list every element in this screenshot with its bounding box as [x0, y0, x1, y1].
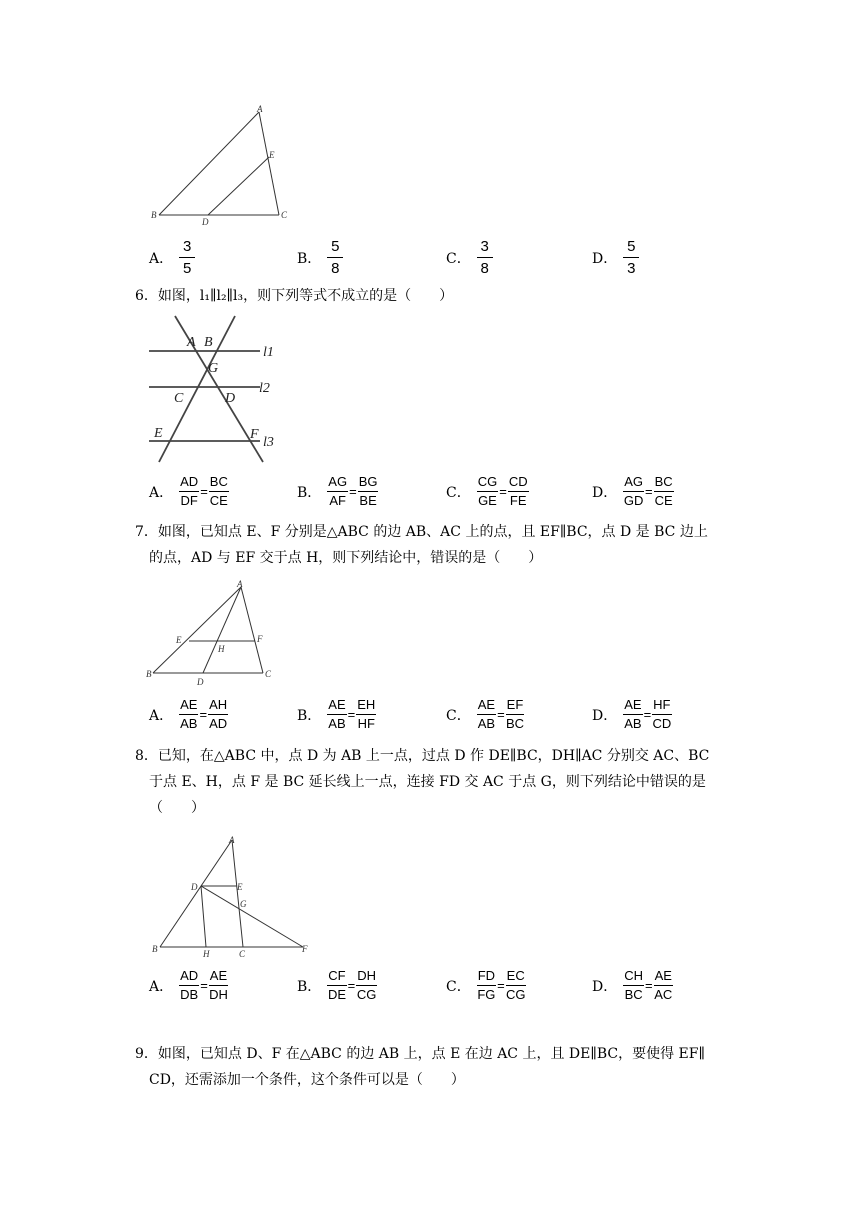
- fig-label: B: [151, 210, 157, 220]
- fig-label: A: [237, 579, 243, 589]
- fig-label: l2: [259, 381, 270, 396]
- q7-option-c[interactable]: C． $\frac{AE}{AB}$ = $\frac{EF}{BC}$: [446, 697, 524, 731]
- fraction: $\frac{5}{3}$: [623, 237, 639, 278]
- fraction: $\frac{AE}{AC}$: [654, 968, 673, 1002]
- fig-label: l1: [263, 345, 274, 360]
- q6-option-a[interactable]: A． $\frac{AD}{DF}$ = $\frac{BC}{CE}$: [149, 474, 228, 508]
- fig-label: A: [187, 335, 196, 350]
- fig-label: C: [265, 669, 272, 679]
- fig-label: D: [197, 677, 204, 687]
- q5-option-b[interactable]: B． $\frac{5}{8}$: [297, 237, 343, 278]
- fig-label: D: [191, 882, 198, 892]
- fig-label: B: [204, 335, 213, 350]
- q8-option-b[interactable]: B． $\frac{CF}{DE}$ = $\frac{DH}{CG}$: [297, 968, 377, 1002]
- fraction: $\frac{AE}{AB}$: [624, 697, 642, 731]
- fraction: $\frac{HF}{CD}$: [652, 697, 672, 731]
- fig-label: F: [257, 634, 263, 644]
- fig-label: B: [152, 944, 158, 954]
- fraction: $\frac{3}{5}$: [179, 237, 195, 278]
- fig-label: H: [218, 644, 225, 654]
- fraction: $\frac{AH}{AD}$: [209, 697, 228, 731]
- q6-figure: [145, 312, 285, 467]
- q7-stem: 7．如图，已知点 E、F 分别是△ABC 的边 AB、AC 上的点，且 EF∥BC，点 D 是 BC 边上 的点，AD 与 EF 交于点 H，则下列结论中，错误的是（ ）: [135, 524, 708, 566]
- q5-option-a[interactable]: A． $\frac{3}{5}$: [149, 237, 195, 278]
- fraction: $\frac{CD}{FE}$: [508, 474, 528, 508]
- q7-option-b[interactable]: B． $\frac{AE}{AB}$ = $\frac{EH}{HF}$: [297, 697, 376, 731]
- q9-stem: 9．如图，已知点 D、F 在△ABC 的边 AB 上，点 E 在边 AC 上，且 DE∥BC，要使得 EF∥ CD，还需添加一个条件，这个条件可以是（ ）: [135, 1046, 705, 1088]
- q7-figure: [145, 578, 280, 690]
- fig-label: G: [240, 899, 247, 909]
- fig-label: A: [257, 104, 263, 114]
- fraction: $\frac{CG}{GE}$: [477, 474, 498, 508]
- fraction: $\frac{3}{8}$: [477, 237, 493, 278]
- q7-option-a[interactable]: A． $\frac{AE}{AB}$ = $\frac{AH}{AD}$: [149, 697, 228, 731]
- fig-label: F: [250, 427, 259, 442]
- fraction: $\frac{DH}{CG}$: [356, 968, 377, 1002]
- fig-label: A: [229, 835, 235, 845]
- fig-label: E: [269, 150, 275, 160]
- fraction: $\frac{EH}{HF}$: [357, 697, 376, 731]
- q8-option-c[interactable]: C． $\frac{FD}{FG}$ = $\frac{EC}{CG}$: [446, 968, 526, 1002]
- q6-option-d[interactable]: D． $\frac{AG}{GD}$ = $\frac{BC}{CE}$: [592, 474, 673, 508]
- fig-label: C: [174, 391, 184, 406]
- fraction: $\frac{CH}{BC}$: [624, 968, 644, 1002]
- q8-option-a[interactable]: A． $\frac{AD}{DB}$ = $\frac{AE}{DH}$: [149, 968, 228, 1002]
- q5-figure: [145, 100, 305, 230]
- fraction: $\frac{EC}{CG}$: [505, 968, 526, 1002]
- fig-label: C: [281, 210, 288, 220]
- fig-label: D: [225, 391, 236, 406]
- fig-label: B: [146, 669, 152, 679]
- fraction: $\frac{EF}{BC}$: [505, 697, 524, 731]
- fraction: $\frac{AE}{AB}$: [180, 697, 198, 731]
- fraction: $\frac{AE}{DH}$: [209, 968, 228, 1002]
- q8-figure: [145, 830, 325, 962]
- fraction: $\frac{AG}{AF}$: [328, 474, 348, 508]
- fig-label: D: [202, 217, 209, 227]
- fraction: $\frac{AE}{AB}$: [477, 697, 496, 731]
- fig-label: C: [239, 949, 246, 959]
- fig-label: H: [203, 949, 210, 959]
- q6-option-b[interactable]: B． $\frac{AG}{AF}$ = $\frac{BG}{BE}$: [297, 474, 378, 508]
- fig-label: E: [237, 882, 243, 892]
- fraction: $\frac{BC}{CE}$: [209, 474, 228, 508]
- fig-label: l3: [263, 435, 274, 450]
- q5-option-d[interactable]: D． $\frac{5}{3}$: [592, 237, 639, 278]
- q8-stem: 8．已知，在△ABC 中，点 D 为 AB 上一点，过点 D 作 DE∥BC，DH∥AC 分别交 AC、BC 于点 E、H，点 F 是 BC 延长线上一点，连接 FD 交 AC 于点 G，则下列结论中错误的是 （ ）: [135, 748, 710, 816]
- q8-option-d[interactable]: D． $\frac{CH}{BC}$ = $\frac{AE}{AC}$: [592, 968, 673, 1002]
- q7-option-d[interactable]: D． $\frac{AE}{AB}$ = $\frac{HF}{CD}$: [592, 697, 672, 731]
- fraction: $\frac{BG}{BE}$: [358, 474, 378, 508]
- q5-option-c[interactable]: C． $\frac{3}{8}$: [446, 237, 493, 278]
- fraction: $\frac{AD}{DF}$: [180, 474, 199, 508]
- fig-label: F: [302, 944, 308, 954]
- fig-label: E: [154, 426, 163, 441]
- fraction: $\frac{AD}{DB}$: [180, 968, 199, 1002]
- fig-label: E: [176, 635, 182, 645]
- fraction: $\frac{AE}{AB}$: [328, 697, 346, 731]
- fraction: $\frac{AG}{GD}$: [623, 474, 644, 508]
- fraction: $\frac{CF}{DE}$: [327, 968, 346, 1002]
- q6-option-c[interactable]: C． $\frac{CG}{GE}$ = $\frac{CD}{FE}$: [446, 474, 528, 508]
- q6-stem: 6．如图，l₁∥l₂∥l₃，则下列等式不成立的是（ ）: [135, 288, 454, 304]
- fraction: $\frac{5}{8}$: [327, 237, 343, 278]
- fig-label: G: [208, 361, 219, 376]
- fraction: $\frac{BC}{CE}$: [654, 474, 673, 508]
- fraction: $\frac{FD}{FG}$: [477, 968, 496, 1002]
